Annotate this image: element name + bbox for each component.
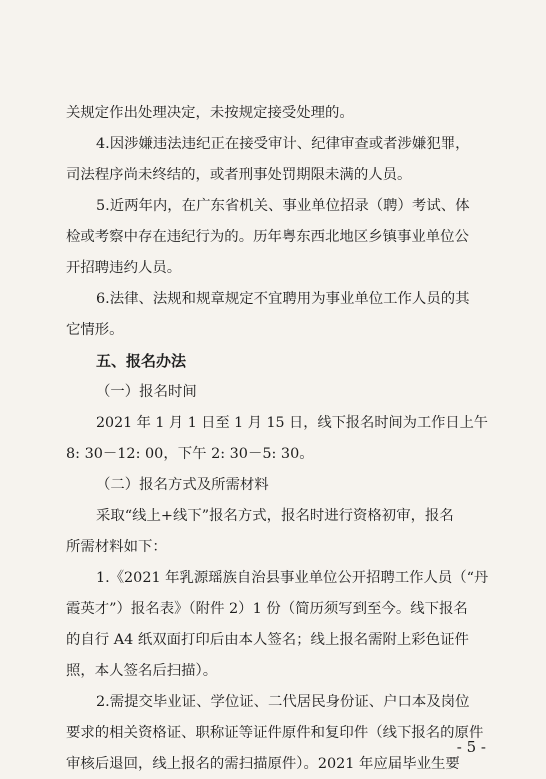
- subsection-heading: （一）报名时间: [96, 384, 197, 400]
- text-line: 2.需提交毕业证、学位证、二代居民身份证、户口本及岗位: [96, 694, 470, 710]
- text-line: 司法程序尚未终结的，或者刑事处罚期限未满的人员。: [66, 167, 412, 183]
- text-line: 1.《2021 年乳源瑶族自治县事业单位公开招聘工作人员（“丹: [96, 570, 489, 586]
- text-line: 5.近两年内，在广东省机关、事业单位招录（聘）考试、体: [96, 198, 470, 214]
- section-heading: 五、报名办法: [96, 352, 187, 370]
- subsection-heading: （二）报名方式及所需材料: [96, 477, 269, 493]
- text-line: 关规定作出处理决定，未按规定接受处理的。: [66, 105, 354, 121]
- text-line: 检或考察中存在违纪行为的。历年粤东西北地区乡镇事业单位公: [66, 229, 469, 245]
- text-line: 所需材料如下：: [66, 539, 167, 555]
- text-line: 8: 30－12: 00，下午 2: 30－5: 30。: [66, 446, 314, 462]
- text-line: 6.法律、法规和规章规定不宜聘用为事业单位工作人员的其: [96, 291, 470, 307]
- text-line: 它情形。: [66, 322, 124, 338]
- text-line: 2021 年 1 月 1 日至 1 月 15 日，线下报名时间为工作日上午: [96, 415, 488, 431]
- text-line: 霞英才”）报名表》（附件 2）1 份（简历须写到至今。线下报名: [66, 601, 468, 617]
- text-line: 照，本人签名后扫描）。: [66, 663, 218, 679]
- page-number: - 5 -: [456, 738, 486, 756]
- text-line: 审核后退回，线上报名的需扫描原件）。2021 年应届毕业生要: [66, 756, 460, 772]
- text-line: 采取“线上+线下”报名方式，报名时进行资格初审，报名: [96, 508, 454, 524]
- text-line: 4.因涉嫌违法违纪正在接受审计、纪律审查或者涉嫌犯罪，: [96, 136, 470, 152]
- text-line: 要求的相关资格证、职称证等证件原件和复印件（线下报名的原件: [66, 725, 484, 741]
- text-line: 的自行 A4 纸双面打印后由本人签名；线上报名需附上彩色证件: [66, 632, 469, 648]
- text-line: 开招聘违约人员。: [66, 260, 182, 276]
